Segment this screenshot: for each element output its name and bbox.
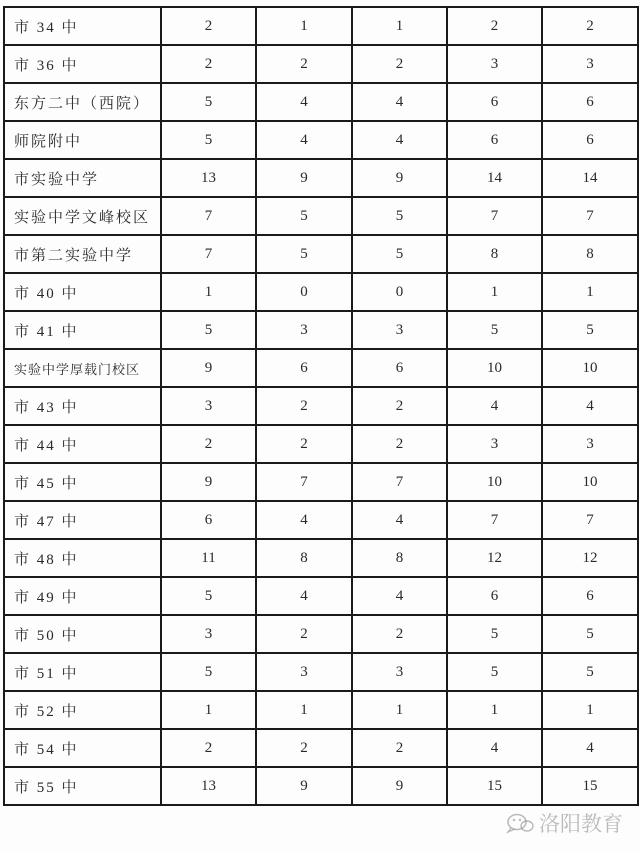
value-cell-col4: 8 xyxy=(447,235,542,273)
value-cell-col2: 4 xyxy=(256,577,352,615)
value-cell-col1: 5 xyxy=(161,577,256,615)
value-cell-col3: 5 xyxy=(352,197,447,235)
value-cell-col4: 10 xyxy=(447,463,542,501)
value-cell-col5: 2 xyxy=(542,7,638,45)
value-cell-col1: 5 xyxy=(161,653,256,691)
school-name-cell: 市 49 中 xyxy=(4,577,161,615)
value-cell-col3: 2 xyxy=(352,387,447,425)
value-cell-col2: 8 xyxy=(256,539,352,577)
value-cell-col5: 5 xyxy=(542,653,638,691)
table-row xyxy=(4,311,638,349)
table-row xyxy=(4,767,638,805)
value-cell-col3: 2 xyxy=(352,729,447,767)
value-cell-col4: 4 xyxy=(447,387,542,425)
value-cell-col4: 12 xyxy=(447,539,542,577)
school-name-cell: 东方二中（西院） xyxy=(4,83,161,121)
value-cell-col5: 7 xyxy=(542,197,638,235)
value-cell-col1: 9 xyxy=(161,463,256,501)
table-row xyxy=(4,539,638,577)
table-row xyxy=(4,159,638,197)
value-cell-col4: 7 xyxy=(447,197,542,235)
value-cell-col5: 12 xyxy=(542,539,638,577)
value-cell-col2: 2 xyxy=(256,615,352,653)
table-body xyxy=(4,7,638,805)
value-cell-col2: 6 xyxy=(256,349,352,387)
school-name-cell: 市 48 中 xyxy=(4,539,161,577)
value-cell-col4: 4 xyxy=(447,729,542,767)
school-name-cell: 市第二实验中学 xyxy=(4,235,161,273)
value-cell-col5: 6 xyxy=(542,121,638,159)
value-cell-col4: 1 xyxy=(447,273,542,311)
value-cell-col5: 1 xyxy=(542,273,638,311)
value-cell-col1: 6 xyxy=(161,501,256,539)
value-cell-col2: 3 xyxy=(256,653,352,691)
value-cell-col5: 6 xyxy=(542,83,638,121)
value-cell-col4: 14 xyxy=(447,159,542,197)
value-cell-col2: 0 xyxy=(256,273,352,311)
value-cell-col3: 4 xyxy=(352,501,447,539)
school-name-cell: 市 43 中 xyxy=(4,387,161,425)
value-cell-col2: 4 xyxy=(256,501,352,539)
value-cell-col2: 2 xyxy=(256,387,352,425)
value-cell-col3: 2 xyxy=(352,425,447,463)
value-cell-col2: 1 xyxy=(256,691,352,729)
table-row xyxy=(4,653,638,691)
value-cell-col1: 2 xyxy=(161,7,256,45)
value-cell-col3: 9 xyxy=(352,159,447,197)
value-cell-col5: 15 xyxy=(542,767,638,805)
value-cell-col5: 1 xyxy=(542,691,638,729)
table-row xyxy=(4,349,638,387)
value-cell-col5: 5 xyxy=(542,615,638,653)
value-cell-col1: 13 xyxy=(161,159,256,197)
value-cell-col1: 3 xyxy=(161,615,256,653)
value-cell-col2: 2 xyxy=(256,729,352,767)
table-row xyxy=(4,425,638,463)
wechat-icon xyxy=(505,811,535,835)
value-cell-col3: 6 xyxy=(352,349,447,387)
table-row xyxy=(4,615,638,653)
school-name-cell: 市实验中学 xyxy=(4,159,161,197)
value-cell-col4: 5 xyxy=(447,615,542,653)
school-name-cell: 市 44 中 xyxy=(4,425,161,463)
value-cell-col4: 5 xyxy=(447,311,542,349)
table-row xyxy=(4,7,638,45)
value-cell-col2: 7 xyxy=(256,463,352,501)
value-cell-col3: 7 xyxy=(352,463,447,501)
table-row xyxy=(4,463,638,501)
value-cell-col5: 3 xyxy=(542,425,638,463)
value-cell-col1: 7 xyxy=(161,235,256,273)
school-name-cell: 市 40 中 xyxy=(4,273,161,311)
value-cell-col1: 2 xyxy=(161,45,256,83)
school-name-cell: 市 54 中 xyxy=(4,729,161,767)
school-name-cell: 师院附中 xyxy=(4,121,161,159)
table-row xyxy=(4,273,638,311)
value-cell-col4: 6 xyxy=(447,121,542,159)
school-name-cell: 市 51 中 xyxy=(4,653,161,691)
value-cell-col3: 4 xyxy=(352,577,447,615)
watermark xyxy=(505,808,623,838)
value-cell-col5: 10 xyxy=(542,463,638,501)
value-cell-col1: 13 xyxy=(161,767,256,805)
value-cell-col3: 1 xyxy=(352,7,447,45)
value-cell-col5: 3 xyxy=(542,45,638,83)
school-name-cell: 市 36 中 xyxy=(4,45,161,83)
value-cell-col1: 5 xyxy=(161,311,256,349)
table-row xyxy=(4,577,638,615)
value-cell-col4: 10 xyxy=(447,349,542,387)
value-cell-col4: 3 xyxy=(447,425,542,463)
value-cell-col4: 7 xyxy=(447,501,542,539)
value-cell-col4: 1 xyxy=(447,691,542,729)
school-name-cell: 市 52 中 xyxy=(4,691,161,729)
value-cell-col5: 8 xyxy=(542,235,638,273)
value-cell-col1: 3 xyxy=(161,387,256,425)
value-cell-col4: 6 xyxy=(447,577,542,615)
value-cell-col4: 6 xyxy=(447,83,542,121)
school-name-cell: 实验中学文峰校区 xyxy=(4,197,161,235)
value-cell-col2: 5 xyxy=(256,197,352,235)
value-cell-col1: 1 xyxy=(161,273,256,311)
value-cell-col5: 4 xyxy=(542,729,638,767)
value-cell-col3: 4 xyxy=(352,83,447,121)
value-cell-col2: 9 xyxy=(256,767,352,805)
school-name-cell: 市 47 中 xyxy=(4,501,161,539)
value-cell-col3: 3 xyxy=(352,311,447,349)
table-row xyxy=(4,121,638,159)
school-quota-table xyxy=(3,6,639,806)
value-cell-col4: 5 xyxy=(447,653,542,691)
value-cell-col1: 5 xyxy=(161,83,256,121)
table-row xyxy=(4,387,638,425)
value-cell-col3: 4 xyxy=(352,121,447,159)
value-cell-col3: 5 xyxy=(352,235,447,273)
value-cell-col1: 2 xyxy=(161,729,256,767)
value-cell-col3: 0 xyxy=(352,273,447,311)
value-cell-col3: 8 xyxy=(352,539,447,577)
table-row xyxy=(4,729,638,767)
value-cell-col5: 10 xyxy=(542,349,638,387)
table-row xyxy=(4,83,638,121)
value-cell-col1: 9 xyxy=(161,349,256,387)
value-cell-col2: 5 xyxy=(256,235,352,273)
value-cell-col1: 1 xyxy=(161,691,256,729)
value-cell-col2: 4 xyxy=(256,83,352,121)
value-cell-col2: 4 xyxy=(256,121,352,159)
value-cell-col2: 9 xyxy=(256,159,352,197)
value-cell-col1: 7 xyxy=(161,197,256,235)
school-name-cell: 实验中学厚载门校区 xyxy=(4,349,161,387)
value-cell-col4: 3 xyxy=(447,45,542,83)
table-row xyxy=(4,235,638,273)
value-cell-col2: 3 xyxy=(256,311,352,349)
value-cell-col5: 6 xyxy=(542,577,638,615)
school-name-cell: 市 55 中 xyxy=(4,767,161,805)
value-cell-col3: 2 xyxy=(352,45,447,83)
value-cell-col3: 3 xyxy=(352,653,447,691)
value-cell-col3: 2 xyxy=(352,615,447,653)
watermark-text: 洛阳教育 xyxy=(539,812,623,836)
value-cell-col2: 1 xyxy=(256,7,352,45)
school-name-cell: 市 34 中 xyxy=(4,7,161,45)
school-name-cell: 市 41 中 xyxy=(4,311,161,349)
value-cell-col1: 11 xyxy=(161,539,256,577)
value-cell-col5: 4 xyxy=(542,387,638,425)
value-cell-col3: 1 xyxy=(352,691,447,729)
value-cell-col2: 2 xyxy=(256,425,352,463)
value-cell-col3: 9 xyxy=(352,767,447,805)
value-cell-col2: 2 xyxy=(256,45,352,83)
value-cell-col5: 7 xyxy=(542,501,638,539)
table-row xyxy=(4,45,638,83)
value-cell-col1: 2 xyxy=(161,425,256,463)
value-cell-col5: 5 xyxy=(542,311,638,349)
value-cell-col1: 5 xyxy=(161,121,256,159)
school-name-cell: 市 45 中 xyxy=(4,463,161,501)
value-cell-col5: 14 xyxy=(542,159,638,197)
value-cell-col4: 15 xyxy=(447,767,542,805)
table-row xyxy=(4,501,638,539)
value-cell-col4: 2 xyxy=(447,7,542,45)
table-row xyxy=(4,691,638,729)
school-name-cell: 市 50 中 xyxy=(4,615,161,653)
table-row xyxy=(4,197,638,235)
